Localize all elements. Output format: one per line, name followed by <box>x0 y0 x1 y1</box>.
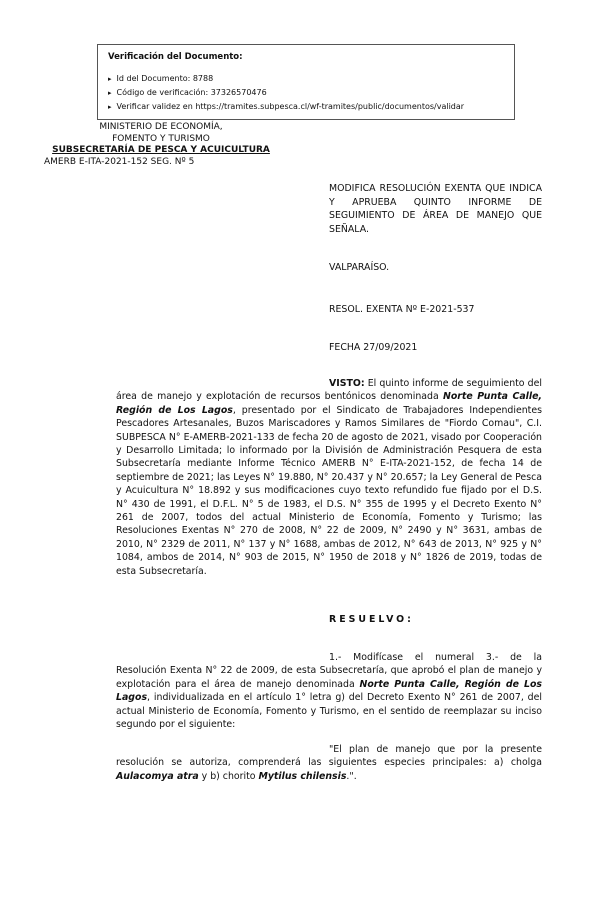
visto-label: VISTO: <box>329 378 365 389</box>
document-reference: AMERB E-ITA-2021-152 SEG. Nº 5 <box>44 156 195 167</box>
point-1-text-a: 1.- Modifícase el numeral 3.- de la Resolución Exenta N° 22 de 2009, de esta Subsecretaría, que aprobó el plan de manejo y explotación para el área de manejo denominada <box>116 652 542 690</box>
resolution-date: FECHA 27/09/2021 <box>329 342 418 353</box>
quote-text-c: .". <box>346 770 357 782</box>
species-1: Aulacomya atra <box>116 770 199 782</box>
species-2: Mytilus chilensis <box>258 770 347 782</box>
quote-text-b: y b) chorito <box>198 770 259 782</box>
visto-paragraph <box>116 377 542 578</box>
verification-box <box>97 44 515 120</box>
resuelvo-heading: RESUELVO: <box>329 614 414 625</box>
quote-text-a: "El plan de manejo que por la presente resolución se autoriza, comprenderá las siguientes especies principales: a) cholga <box>116 744 542 769</box>
verification-list <box>108 72 504 114</box>
point-1-area-name: Norte Punta Calle, Región de Los Lagos <box>116 678 542 704</box>
verification-url[interactable]: ▸ Verificar validez en https://tramites.subpesca.cl/wf-tramites/public/documentos/validar <box>108 100 504 114</box>
verification-title: Verificación del Documento: <box>108 52 243 62</box>
verification-code: ▸ Código de verificación: 37326570476 <box>108 86 504 100</box>
ministry-line-1: MINISTERIO DE ECONOMÍA, <box>99 122 223 132</box>
visto-text-a: El quinto informe de seguimiento del área de manejo y explotación de recursos bentónicos denominada <box>116 378 542 403</box>
visto-text-b: , presentado por el Sindicato de Trabajadores Independientes Pescadores Artesanales, Buzos Mariscadores y Ramos Similares de "Fiordo Comau", C.I. SUBPESCA N° E-AMERB-2021-133 de fecha 20 de agosto de 2021, visado por Cooperación y Desarrollo Limitada; lo informado por la División de Administración Pesquera de esta Subsecretaría mediante Informe Técnico AMERB N° E-ITA-2021-152, de fecha 14 de septiembre de 2021; las Leyes N° 19.880, N° 20.437 y N° 20.657; la Ley General de Pesca y Acuicultura N° 18.892 y sus modificaciones cuyo texto refundido fue fijado por el D.S. N° 430 de 1991, el D.F.L. N° 5 de 1983, el D.S. N° 355 de 1995 y el Decreto Exento N° 261 de 2007, todos del actual Ministerio de Economía, Fomento y Turismo; las Resoluciones Exentas N° 270 de 2008, N° 22 de 2009, N° 2490 y N° 3631, ambas de 2010, N° 2329 de 2011, N° 137 y N° 1688, ambas de 2012, N° 643 de 2013, N° 925 y N° 1084, ambos de 2014, N° 903 de 2015, N° 1950 de 2018 y N° 1826 de 2019, todas de esta Subsecretaría. <box>116 404 542 577</box>
visto-area-name: Norte Punta Calle, Región de Los Lagos <box>116 391 542 416</box>
ministry-line-2: FOMENTO Y TURISMO <box>112 133 210 144</box>
document-id: ▸ Id del Documento: 8788 <box>108 72 504 86</box>
point-1-text-b: , individualizada en el artículo 1° letra g) del Decreto Exento N° 261 de 2007, del actual Ministerio de Economía, Fomento y Turismo, en el sentido de reemplazar su inciso segundo por el siguiente: <box>116 692 542 731</box>
point-1-paragraph <box>116 651 542 731</box>
resolution-subject: MODIFICA RESOLUCIÓN EXENTA QUE INDICA Y APRUEBA QUINTO INFORME DE SEGUIMIENTO DE ÁREA DE MANEJO QUE SEÑALA. <box>329 183 542 235</box>
subsecretaria-name: SUBSECRETARÍA DE PESCA Y ACUICULTURA <box>52 145 270 155</box>
quote-paragraph <box>116 743 542 783</box>
city: VALPARAÍSO. <box>329 262 390 273</box>
letterhead <box>36 122 286 168</box>
resolution-number: RESOL. EXENTA Nº E-2021-537 <box>329 304 475 315</box>
